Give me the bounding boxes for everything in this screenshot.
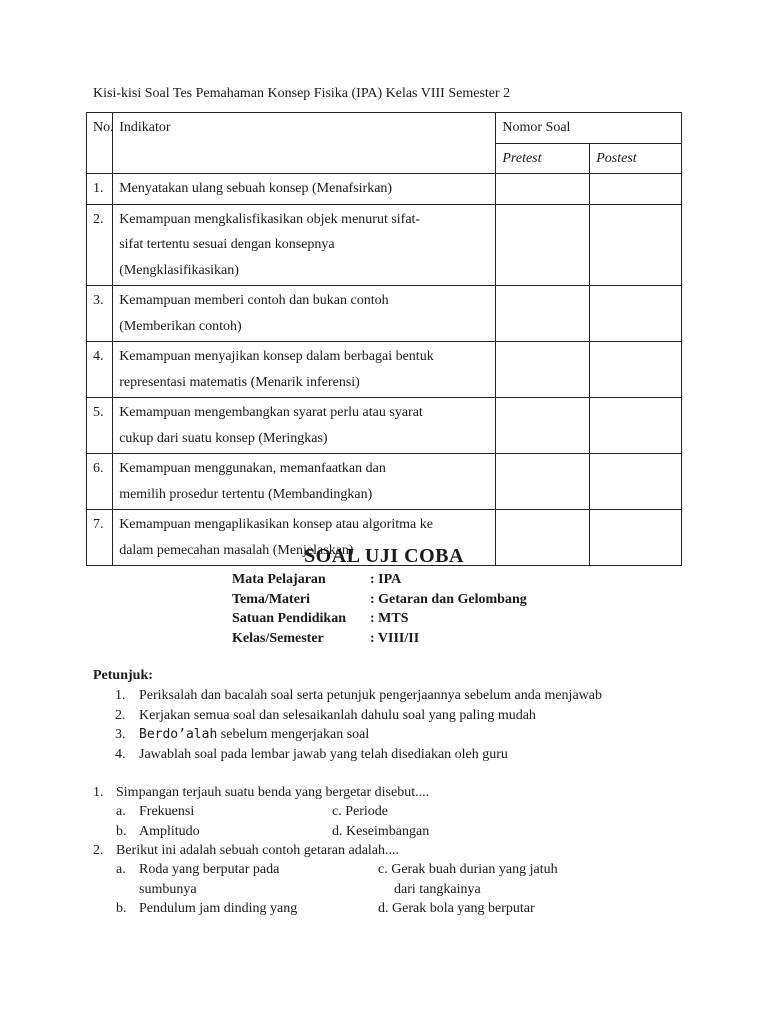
row-number: 4. <box>87 342 113 398</box>
item-text-styled: Berdo’alah <box>139 727 218 742</box>
option-c: c. Periode <box>332 804 388 819</box>
item-text: Periksalah dan bacalah soal serta petunjuk pengerjaannya sebelum anda menjawab <box>139 688 602 703</box>
indikator-line: dalam pemecahan masalah (Menjelaskan) <box>119 542 354 558</box>
option-a-cont: sumbunya <box>139 882 197 897</box>
question-number: 2. <box>93 843 104 858</box>
question-1 <box>93 785 429 801</box>
question-number: 1. <box>93 785 104 800</box>
option-b <box>116 901 297 917</box>
item-number: 2. <box>115 707 126 723</box>
indikator-line: (Mengklasifikasikan) <box>119 262 239 278</box>
row-indikator <box>113 454 496 510</box>
row-indikator <box>113 342 496 398</box>
option-letter: a. <box>116 862 126 877</box>
meta-key: Tema/Materi <box>232 591 311 607</box>
pretest-cell <box>496 342 590 398</box>
posttest-cell <box>590 204 682 286</box>
kisi-kisi-table <box>86 112 682 566</box>
header-nomor-soal: Nomor Soal <box>496 113 682 144</box>
exam-meta <box>232 572 527 650</box>
indikator-line: Kemampuan mengkalisfikasikan objek menurut sifat- <box>119 211 421 227</box>
meta-value: : VIII/II <box>370 630 420 646</box>
indikator-line: cukup dari suatu konsep (Meringkas) <box>119 430 328 446</box>
option-text: Amplitudo <box>139 824 200 839</box>
question-2 <box>93 843 399 859</box>
option-d: d. Keseimbangan <box>332 824 430 839</box>
indikator-line: sifat tertentu sesuai dengan konsepnya <box>119 237 335 252</box>
option-letter: b. <box>116 901 127 916</box>
table-row <box>87 286 682 342</box>
table-row <box>87 174 682 205</box>
indikator-line: Kemampuan menggunakan, memanfaatkan dan <box>119 461 386 476</box>
option-d: d. Gerak bola yang berputar <box>378 901 535 916</box>
posttest-cell <box>590 454 682 510</box>
indikator-line: Kemampuan mengembangkan syarat perlu atau syarat <box>119 405 423 420</box>
indikator-line: Kemampuan memberi contoh dan bukan contoh <box>119 293 389 308</box>
pretest-cell <box>496 174 590 205</box>
document-title: Kisi-kisi Soal Tes Pemahaman Konsep Fisika (IPA) Kelas VIII Semester 2 <box>93 86 511 101</box>
indikator-line: Kemampuan menyajikan konsep dalam berbagai bentuk <box>119 349 434 364</box>
option-a <box>116 862 279 878</box>
pretest-cell <box>496 286 590 342</box>
item-text: Kerjakan semua soal dan selesaikanlah dahulu soal yang paling mudah <box>139 707 536 723</box>
list-item <box>115 688 602 708</box>
indikator-line: representasi matematis (Menarik inferensi) <box>119 374 360 390</box>
meta-value: : IPA <box>370 572 402 587</box>
row-number: 1. <box>87 174 113 205</box>
row-number: 3. <box>87 286 113 342</box>
petunjuk-heading: Petunjuk: <box>93 668 153 683</box>
item-text: Jawablah soal pada lembar jawab yang telah disediakan oleh guru <box>139 746 508 762</box>
table-row <box>87 342 682 398</box>
indikator-line: (Memberikan contoh) <box>119 318 242 334</box>
meta-row <box>232 592 527 612</box>
meta-row <box>232 572 527 592</box>
option-c-cont: dari tangkainya <box>394 882 481 897</box>
question-text: Berikut ini adalah sebuah contoh getaran adalah.... <box>116 843 400 858</box>
table-row <box>87 454 682 510</box>
option-a <box>116 804 194 820</box>
option-letter: a. <box>116 804 126 819</box>
option-c: c. Gerak buah durian yang jatuh <box>378 862 558 877</box>
option-text: Frekuensi <box>139 804 195 819</box>
meta-value: : MTS <box>370 611 409 626</box>
posttest-cell <box>590 174 682 205</box>
option-b <box>116 824 200 840</box>
option-letter: b. <box>116 824 127 839</box>
option-text: Pendulum jam dinding yang <box>139 901 298 916</box>
indikator-line: memilih prosedur tertentu (Membandingkan) <box>119 486 373 502</box>
item-text: sebelum mengerjakan soal <box>217 727 370 742</box>
row-indikator <box>113 286 496 342</box>
meta-row <box>232 631 527 651</box>
row-indikator <box>113 174 496 205</box>
indikator-line: Kemampuan mengaplikasikan konsep atau algoritma ke <box>119 517 433 532</box>
soal-title: SOAL UJI COBA <box>304 545 464 567</box>
header-no: No. <box>87 113 113 174</box>
item-number: 4. <box>115 746 126 762</box>
posttest-cell <box>590 342 682 398</box>
pretest-cell <box>496 454 590 510</box>
header-pretest: Pretest <box>496 143 590 174</box>
row-indikator <box>113 204 496 286</box>
pretest-cell <box>496 398 590 454</box>
meta-value: : Getaran dan Gelombang <box>370 591 527 607</box>
table-row <box>87 398 682 454</box>
item-number: 1. <box>115 688 126 703</box>
question-text: Simpangan terjauh suatu benda yang bergetar disebut.... <box>116 785 430 800</box>
list-item <box>115 708 602 728</box>
header-posttest: Postest <box>590 143 682 174</box>
table-header-row <box>87 113 682 144</box>
petunjuk-list <box>115 688 602 766</box>
row-number: 5. <box>87 398 113 454</box>
meta-key: Satuan Pendidikan <box>232 611 346 626</box>
row-number: 6. <box>87 454 113 510</box>
pretest-cell <box>496 204 590 286</box>
header-indikator: Indikator <box>113 113 496 174</box>
list-item <box>115 727 602 747</box>
row-number: 7. <box>87 510 113 566</box>
meta-key: Mata Pelajaran <box>232 572 326 587</box>
item-number: 3. <box>115 727 126 742</box>
row-number: 2. <box>87 204 113 286</box>
row-indikator <box>113 398 496 454</box>
meta-key: Kelas/Semester <box>232 630 324 646</box>
posttest-cell <box>590 286 682 342</box>
indikator-line: Menyatakan ulang sebuah konsep (Menafsirkan) <box>119 181 393 196</box>
posttest-cell <box>590 398 682 454</box>
option-text: Roda yang berputar pada <box>139 862 280 877</box>
table-row <box>87 204 682 286</box>
list-item <box>115 747 602 767</box>
meta-row <box>232 611 527 631</box>
